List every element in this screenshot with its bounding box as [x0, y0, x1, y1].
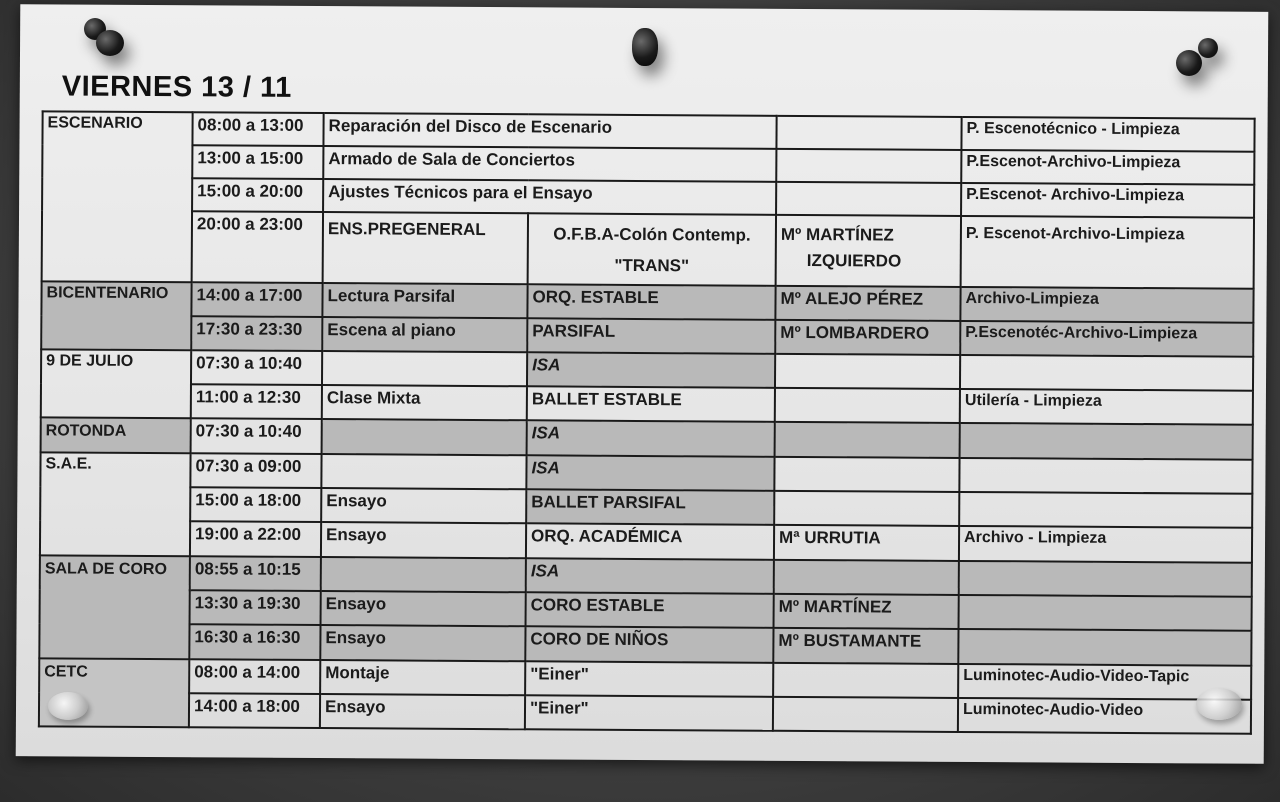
- director-cell: [776, 149, 961, 183]
- staff-cell: [960, 423, 1253, 459]
- group-cell: [528, 214, 776, 286]
- activity-cell: Montaje: [320, 660, 525, 695]
- director-cell: [775, 422, 960, 457]
- activity-cell: Ensayo: [320, 694, 525, 730]
- push-pin-icon: [1176, 50, 1202, 76]
- staff-cell: [959, 492, 1252, 528]
- push-pin-icon: [632, 28, 658, 66]
- group-cell: ISA: [527, 421, 775, 457]
- clear-push-pin-icon: [1196, 688, 1242, 720]
- activity-cell: Escena al piano: [322, 317, 527, 352]
- staff-cell: [959, 561, 1252, 597]
- time-cell: 15:00 a 20:00: [192, 179, 323, 213]
- time-cell: 13:00 a 15:00: [192, 145, 323, 179]
- staff-cell: P.Escenot-Archivo-Limpieza: [961, 150, 1254, 185]
- staff-cell: P.Escenotéc-Archivo-Limpieza: [960, 321, 1253, 357]
- director-cell: [775, 354, 960, 389]
- activity-cell: Ensayo: [321, 488, 526, 523]
- activity-cell: Ajustes Técnicos para el Ensayo: [323, 179, 776, 215]
- staff-cell: Archivo - Limpieza: [959, 526, 1252, 563]
- group-cell: ISA: [526, 455, 774, 491]
- time-cell: 19:00 a 22:00: [190, 521, 321, 557]
- table-row: [42, 211, 1254, 289]
- time-cell: 16:30 a 16:30: [189, 625, 320, 660]
- director-cell: [774, 491, 959, 526]
- time-cell: 17:30 a 23:30: [191, 316, 322, 351]
- staff-cell: [959, 458, 1252, 494]
- staff-cell: Archivo-Limpieza: [960, 287, 1253, 323]
- staff-cell: Luminotec-Audio-Video: [958, 698, 1251, 734]
- director-cell: [774, 560, 959, 595]
- staff-cell: P. Escenot-Archivo-Limpieza: [961, 216, 1254, 288]
- activity-cell: Reparación del Disco de Escenario: [323, 113, 776, 149]
- group-line: O.F.B.A-Colón Contemp.: [553, 224, 751, 246]
- group-cell: CORO DE NIÑOS: [525, 627, 773, 663]
- director-cell: Mº BUSTAMANTE: [773, 628, 958, 663]
- venue-label: BICENTENARIO: [41, 281, 191, 350]
- staff-cell: P.Escenot- Archivo-Limpieza: [961, 183, 1254, 218]
- group-cell: ORQ. ACADÉMICA: [526, 523, 774, 560]
- director-cell: [776, 116, 961, 150]
- time-cell: 15:00 a 18:00: [190, 487, 321, 522]
- time-cell: 08:55 a 10:15: [190, 556, 321, 591]
- activity-cell: [322, 351, 527, 386]
- director-cell: [775, 388, 960, 423]
- group-line: "TRANS": [614, 256, 690, 276]
- time-cell: 13:30 a 19:30: [190, 590, 321, 625]
- group-cell: BALLET PARSIFAL: [526, 489, 774, 525]
- group-cell: "Einer": [525, 695, 773, 731]
- group-cell: PARSIFAL: [527, 318, 775, 354]
- time-cell: 20:00 a 23:00: [192, 212, 323, 283]
- venue-label: SALA DE CORO: [39, 555, 190, 658]
- director-cell: Mª URRUTIA: [774, 525, 959, 561]
- staff-cell: [959, 595, 1252, 631]
- director-line: Mº MARTÍNEZ: [780, 225, 894, 246]
- activity-cell: Ensayo: [321, 591, 526, 626]
- staff-cell: [958, 629, 1251, 665]
- time-cell: 08:00 a 14:00: [189, 659, 320, 694]
- time-cell: 14:00 a 17:00: [191, 282, 322, 317]
- activity-cell: Clase Mixta: [322, 385, 527, 420]
- staff-cell: Luminotec-Audio-Video-Tapic: [958, 663, 1251, 699]
- director-cell: [776, 215, 961, 286]
- staff-cell: P. Escenotécnico - Limpieza: [961, 117, 1254, 152]
- group-cell: ISA: [527, 352, 775, 388]
- paper-sheet: [16, 4, 1269, 764]
- page-title: VIERNES 13 / 11: [61, 70, 292, 104]
- activity-cell: Ensayo: [320, 625, 525, 660]
- push-pin-icon: [96, 30, 124, 56]
- time-cell: 08:00 a 13:00: [192, 112, 323, 146]
- director-cell: [774, 456, 959, 491]
- director-cell: Mº MARTÍNEZ: [774, 594, 959, 629]
- director-cell: [773, 696, 958, 731]
- activity-cell: Armado de Sala de Conciertos: [323, 146, 776, 182]
- group-cell: "Einer": [525, 661, 773, 697]
- clear-push-pin-icon: [48, 692, 88, 720]
- activity-cell: ENS.PREGENERAL: [323, 213, 528, 285]
- group-cell: ORQ. ESTABLE: [527, 284, 775, 320]
- venue-label: 9 DE JULIO: [41, 349, 191, 418]
- group-cell: BALLET ESTABLE: [527, 387, 775, 423]
- venue-label: CETC: [39, 658, 189, 727]
- time-cell: 11:00 a 12:30: [191, 385, 322, 420]
- group-cell: CORO ESTABLE: [526, 592, 774, 628]
- venue-label: ROTONDA: [41, 418, 191, 453]
- time-cell: 14:00 a 18:00: [189, 693, 320, 728]
- venue-label: ESCENARIO: [42, 111, 193, 282]
- director-cell: [773, 662, 958, 697]
- push-pin-icon: [1198, 38, 1218, 58]
- group-cell: ISA: [526, 558, 774, 594]
- time-cell: 07:30 a 10:40: [191, 350, 322, 385]
- director-cell: Mº LOMBARDERO: [775, 320, 960, 355]
- activity-cell: Ensayo: [321, 522, 526, 558]
- activity-cell: [321, 557, 526, 592]
- activity-cell: Lectura Parsifal: [322, 283, 527, 318]
- director-line: IZQUIERDO: [806, 251, 902, 272]
- table-row: [39, 692, 1251, 734]
- schedule-table: [38, 110, 1256, 734]
- time-cell: 07:30 a 10:40: [191, 419, 322, 454]
- venue-label: S.A.E.: [40, 452, 191, 556]
- director-cell: Mº ALEJO PÉREZ: [775, 286, 960, 321]
- director-cell: [776, 182, 961, 216]
- staff-cell: Utilería - Limpieza: [960, 389, 1253, 425]
- staff-cell: [960, 355, 1253, 391]
- activity-cell: [322, 419, 527, 454]
- time-cell: 07:30 a 09:00: [190, 453, 321, 488]
- activity-cell: [321, 454, 526, 489]
